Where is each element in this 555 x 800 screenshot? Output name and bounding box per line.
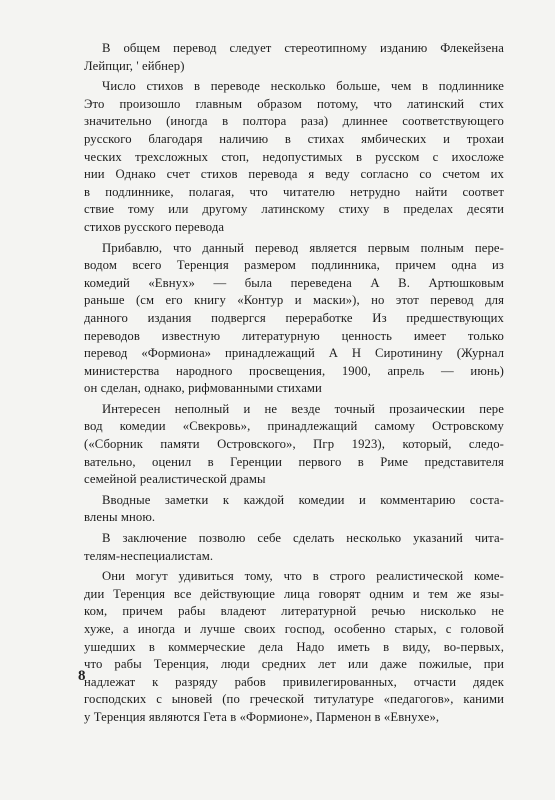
- paragraph: [84, 401, 504, 489]
- text-line: ствие тому или другому латинскому стиху в пределах десяти: [84, 202, 504, 217]
- text-line: («Сборник памяти Островского», Пгр 1923), который, следо-: [84, 437, 504, 452]
- text-line: Вводные заметки к каждой комедии и комментарию соста-: [102, 492, 504, 507]
- text-line: Это произошло главным образом потому, что латинский стих: [84, 96, 504, 111]
- paragraph: [84, 40, 504, 75]
- text-line: вательно, оценил в Геренции первого в Риме представителя: [84, 454, 504, 469]
- text-line: Лейпциг, ' ейбнер): [84, 58, 185, 73]
- text-line: господских с ыновей (по греческой титулатуре «педагогов», каними: [84, 692, 504, 707]
- text-line: русского благодаря наличию в стихах ямбических и трохаи: [84, 131, 504, 146]
- paragraph: [84, 492, 504, 527]
- text-line: семейной реалистической драмы: [84, 472, 266, 487]
- text-line: ческих трехсложных стоп, недопустимых в русском с ихосложе: [84, 149, 504, 164]
- text-line: раньше (см его книгу «Контур и маски»), но этот перевод для: [84, 293, 504, 308]
- text-line: данного издания подвергся переработке Из предшествующих: [84, 310, 504, 325]
- text-line: телям-неспециалистам.: [84, 548, 214, 563]
- text-line: перевод «Формиона» принадлежащий А Н Сиротинину (Журнал: [84, 346, 504, 361]
- paragraph: [84, 530, 504, 565]
- text-line: он сделан, однако, рифмованными стихами: [84, 381, 322, 396]
- text-line: Интересен неполный и не везде точный прозаическии пере: [102, 401, 504, 416]
- text-line: Они могут удивиться тому, что в строго реалистической коме-: [102, 569, 504, 584]
- text-line: Прибавлю, что данный перевод является первым полным пере-: [102, 240, 504, 255]
- text-line: В заключение позволю себе сделать несколько указаний чита-: [102, 531, 504, 546]
- text-line: значительно (иногда в полтора раза) длиннее соответствующего: [84, 114, 504, 129]
- document-page: [84, 40, 504, 730]
- text-line: дии Теренция все действующие лица говорят одним и тем же язы-: [84, 586, 504, 601]
- text-line: ушедших в коммерческие дела Надо иметь в виду, во-первых,: [84, 639, 504, 654]
- text-line: в подлиннике, полагая, что читателю нетрудно найти соответ: [84, 184, 504, 199]
- text-line: стихов русского перевода: [84, 219, 225, 234]
- text-line: Число стихов в переводе несколько больше, чем в подлиннике: [102, 79, 504, 94]
- paragraph: [84, 568, 504, 726]
- text-line: водом всего Теренция размером подлинника, причем одна из: [84, 258, 504, 273]
- text-line: что рабы Теренция, люди средних лет или даже пожилые, при: [84, 657, 504, 672]
- text-line: В общем перевод следует стереотипному изданию Флекейзена: [102, 41, 504, 55]
- text-line: переводов известную литературную ценность имеет только: [84, 328, 504, 343]
- text-line: комедий «Евнух» — была переведена А В. Артюшковым: [84, 275, 504, 290]
- text-line: ком, причем рабы владеют литературной речью нисколько не: [84, 604, 504, 619]
- text-line: влены мною.: [84, 510, 156, 525]
- paragraph: [84, 78, 504, 236]
- text-line: нии Однако счет стихов перевода я веду согласно со счетом их: [84, 167, 504, 182]
- paragraph: [84, 240, 504, 398]
- text-body: [84, 40, 504, 727]
- text-line: вод комедии «Свекровь», принадлежащий самому Островскому: [84, 419, 504, 434]
- page-number: 8: [78, 668, 86, 684]
- text-line: министерства народного просвещения, 1900, апрель — июнь): [84, 363, 504, 378]
- text-line: хуже, а иногда и лучше своих господ, особенно старых, с головой: [84, 622, 504, 636]
- text-line: надлежат к разряду рабов привилегированных, отчасти дядек: [84, 674, 504, 689]
- text-line: у Теренция являются Гета в «Формионе», Парменон в «Евнухе»,: [84, 709, 440, 724]
